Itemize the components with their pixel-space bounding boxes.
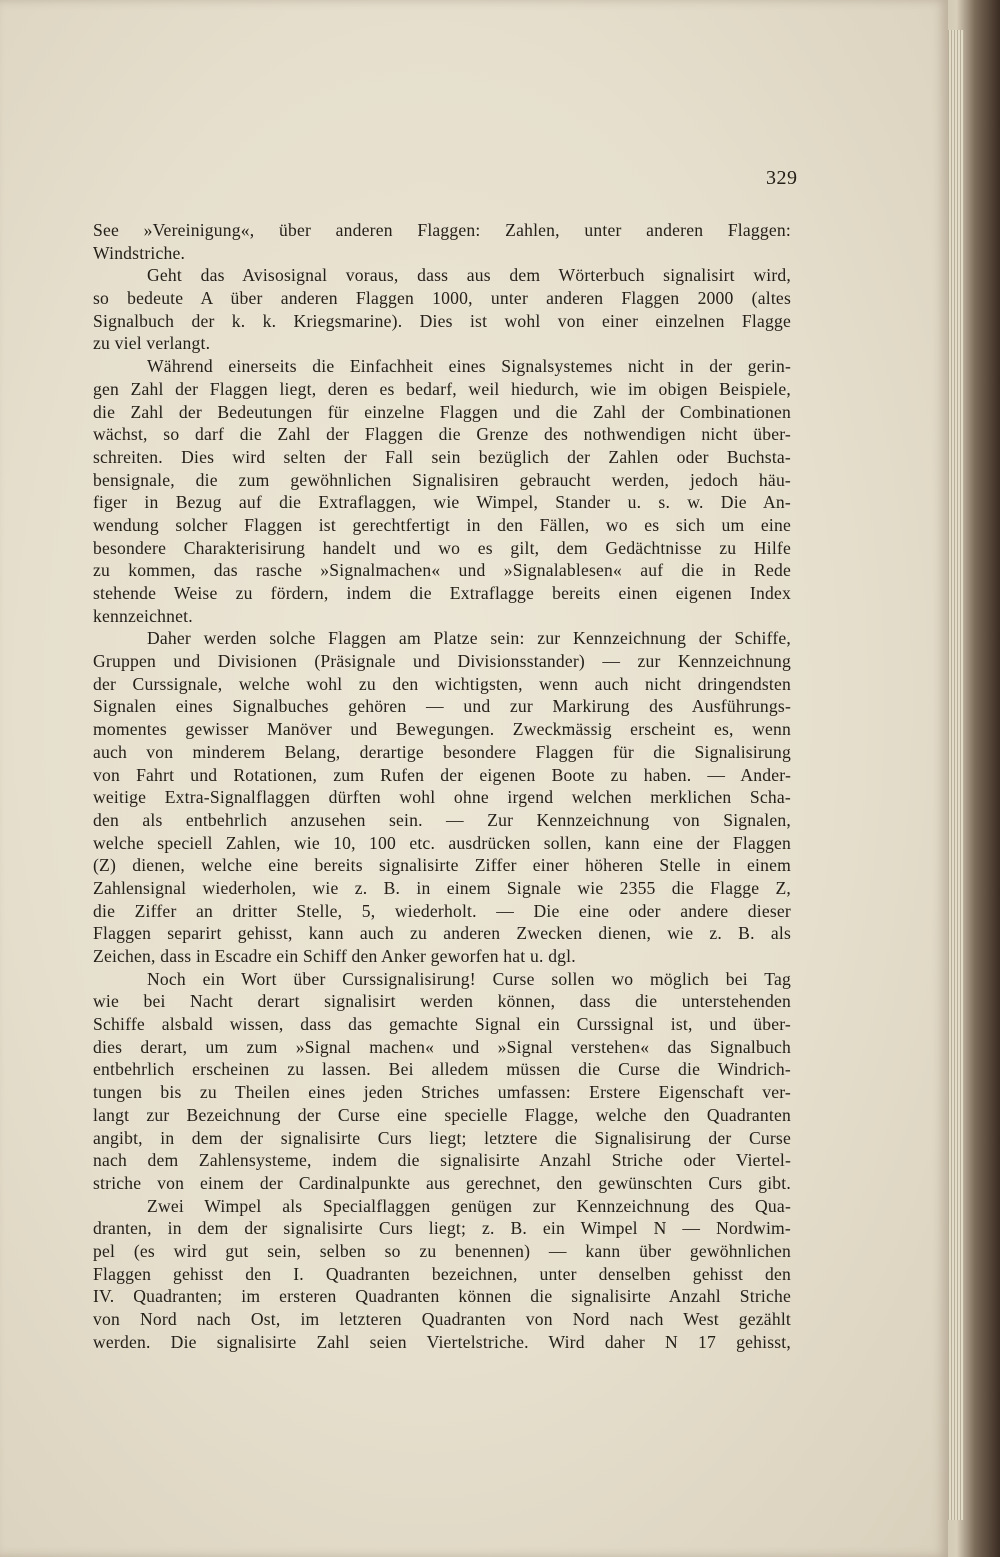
text-line: Noch ein Wort über Curssignalisirung! Curse sollen wo möglich bei Tag <box>147 968 791 989</box>
text-line: werden. Die signalisirte Zahl seien Viertelstriche. Wird daher N 17 gehisst, <box>93 1331 791 1352</box>
text-line: Windstriche. <box>93 242 186 263</box>
text-line: langt zur Bezeichnung der Curse eine specielle Flagge, welche den Quadranten <box>93 1104 791 1125</box>
text-line: entbehrlich erscheinen zu lassen. Bei alledem müssen die Curse die Windrich- <box>93 1059 791 1080</box>
text-line: figer in Bezug auf die Extraflaggen, wie Wimpel, Stander u. s. w. Die An- <box>93 492 791 513</box>
text-line: den als entbehrlich anzusehen sein. — Zur Kennzeichnung von Signalen, <box>93 809 791 830</box>
text-line: Zwei Wimpel als Specialflaggen genügen zur Kennzeichnung des Qua- <box>147 1195 791 1216</box>
text-line: schreiten. Dies wird selten der Fall sein bezüglich der Zahlen oder Buchsta- <box>93 446 791 467</box>
text-line: von Fahrt und Rotationen, zum Rufen der eigenen Boote zu haben. — Ander- <box>93 764 791 785</box>
text-line: weitige Extra-Signalflaggen dürften wohl ohne irgend welchen merklichen Scha- <box>93 787 791 808</box>
text-line: Zahlensignal wiederholen, wie z. B. in einem Signale wie 2355 die Flagge Z, <box>93 877 791 898</box>
text-line: (Z) dienen, welche eine bereits signalisirte Ziffer einer höheren Stelle in einem <box>93 855 791 876</box>
page-stack-edges <box>946 30 964 1520</box>
page-number: 329 <box>766 167 798 189</box>
text-line: angibt, in dem der signalisirte Curs liegt; letztere die Signalisirung der Curse <box>93 1127 791 1148</box>
text-line: striche von einem der Cardinalpunkte aus gerechnet, den gewünschten Curs gibt. <box>93 1172 791 1193</box>
text-line: die Zahl der Bedeutungen für einzelne Flaggen und die Zahl der Combinationen <box>93 401 791 422</box>
text-line: Flaggen gehisst den I. Quadranten bezeichnen, unter denselben gehisst den <box>93 1263 791 1284</box>
text-line: Zeichen, dass in Escadre ein Schiff den Anker geworfen hat u. dgl. <box>93 946 576 966</box>
text-line: Gruppen und Divisionen (Präsignale und Divisionsstander) — zur Kennzeichnung <box>93 651 791 672</box>
body-text <box>93 219 791 1353</box>
text-line: besondere Charakterisirung handelt und wo es gilt, dem Gedächtnisse zu Hilfe <box>93 537 791 558</box>
text-line: der Curssignale, welche wohl zu den wichtigsten, wenn auch nicht dringendsten <box>93 673 791 694</box>
text-line: von Nord nach Ost, im letzteren Quadranten von Nord nach West gezählt <box>93 1309 791 1329</box>
text-line: pel (es wird gut sein, selben so zu benennen) — kann über gewöhnlichen <box>93 1240 791 1261</box>
text-line: so bedeute A über anderen Flaggen 1000, unter anderen Flaggen 2000 (altes <box>93 288 791 309</box>
text-line: kennzeichnet. <box>93 605 193 626</box>
text-line: Schiffe alsbald wissen, dass das gemachte Signal ein Curssignal ist, und über- <box>93 1014 791 1035</box>
text-line: zu viel verlangt. <box>93 333 211 354</box>
text-line: wendung solcher Flaggen ist gerechtfertigt in den Fällen, wo es sich um eine <box>93 514 791 535</box>
text-line: Signalen eines Signalbuches gehören — und zur Markirung des Ausführungs- <box>93 696 791 717</box>
text-line: wie bei Nacht derart signalisirt werden können, dass die unterstehenden <box>93 991 791 1012</box>
text-line: stehende Weise zu fördern, indem die Extraflagge bereits einen eigenen Index <box>93 583 791 603</box>
text-line: gen Zahl der Flaggen liegt, deren es bedarf, weil hiedurch, wie im obigen Beispiele, <box>93 378 791 399</box>
text-line: Während einerseits die Einfachheit eines Signalsystemes nicht in der gerin- <box>147 356 791 377</box>
text-line: momentes gewisser Manöver und Bewegungen. Zweckmässig erscheint es, wenn <box>93 719 791 740</box>
text-line: nach dem Zahlensysteme, indem die signalisirte Anzahl Striche oder Viertel- <box>93 1150 791 1171</box>
text-line: IV. Quadranten; im ersteren Quadranten können die signalisirte Anzahl Striche <box>93 1286 791 1307</box>
text-line: Daher werden solche Flaggen am Platze sein: zur Kennzeichnung der Schiffe, <box>147 628 791 649</box>
text-line: zu kommen, das rasche »Signalmachen« und »Signalablesen« auf die in Rede <box>93 560 791 581</box>
text-line: dies derart, um zum »Signal machen« und »Signal verstehen« das Signalbuch <box>93 1036 791 1057</box>
text-line: tungen bis zu Theilen eines jeden Striches umfassen: Erstere Eigenschaft ver- <box>93 1082 791 1103</box>
text-line: Signalbuch der k. k. Kriegsmarine). Dies ist wohl von einer einzelnen Flagge <box>93 310 791 331</box>
text-line: See »Vereinigung«, über anderen Flaggen: Zahlen, unter anderen Flaggen: <box>93 220 791 240</box>
text-line: bensignale, die zum gewöhnlichen Signalisiren gebraucht werden, jedoch häu- <box>93 469 791 490</box>
text-line: Flaggen separirt gehisst, kann auch zu anderen Zwecken dienen, wie z. B. als <box>93 923 791 944</box>
text-line: die Ziffer an dritter Stelle, 5, wiederholt. — Die eine oder andere dieser <box>93 900 791 921</box>
text-line: dranten, in dem der signalisirte Curs liegt; z. B. ein Wimpel N — Nordwim- <box>93 1218 791 1239</box>
text-line: wächst, so darf die Zahl der Flaggen die Grenze des nothwendigen nicht über- <box>93 424 791 445</box>
text-line: welche speciell Zahlen, wie 10, 100 etc. ausdrücken sollen, kann eine der Flaggen <box>93 832 791 853</box>
text-line: Geht das Avisosignal voraus, dass aus dem Wörterbuch signalisirt wird, <box>147 265 791 286</box>
text-line: auch von minderem Belang, derartige besondere Flaggen für die Signalisirung <box>93 741 791 762</box>
